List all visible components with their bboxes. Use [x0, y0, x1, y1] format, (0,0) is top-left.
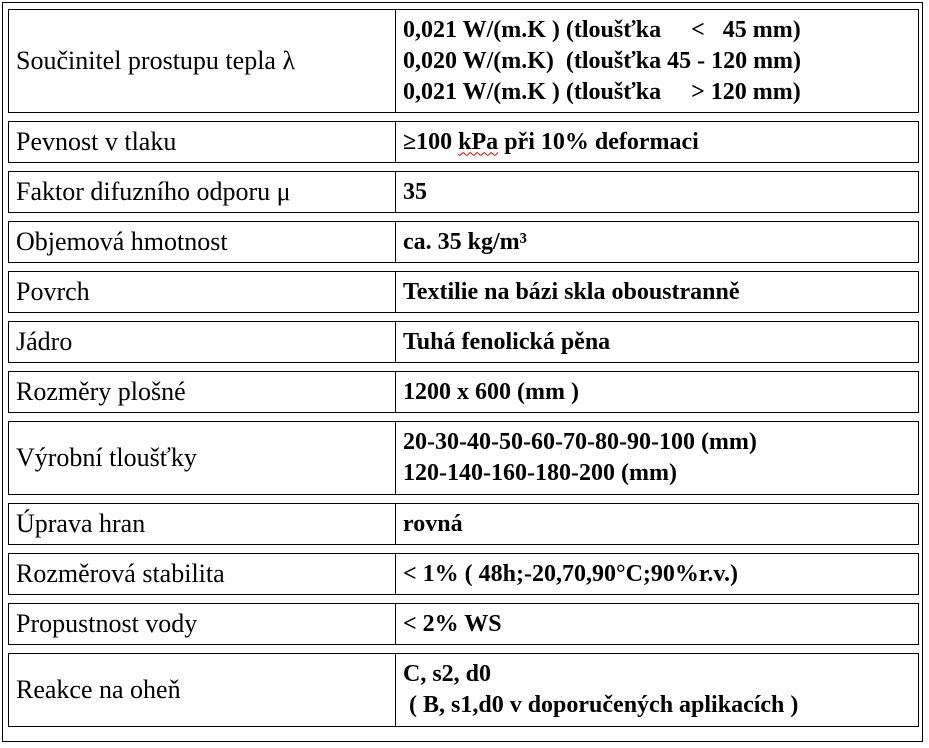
row-value [395, 121, 919, 163]
table-row [8, 271, 919, 313]
row-label: Součinitel prostupu tepla λ [8, 9, 395, 113]
row-value: Textilie na bázi skla oboustranně [395, 271, 919, 313]
value-suffix: při 10% deformaci [498, 128, 699, 155]
spellcheck-flagged-text: kPa [458, 128, 499, 155]
row-label: Jádro [8, 321, 395, 363]
row-value: ca. 35 kg/m³ [395, 221, 919, 263]
table-row [8, 653, 919, 727]
row-value [395, 9, 919, 113]
row-label: Rozměrová stabilita [8, 553, 395, 595]
row-label: Úprava hran [8, 503, 395, 545]
row-label: Pevnost v tlaku [8, 121, 395, 163]
row-value [395, 653, 919, 727]
row-value: rovná [395, 503, 919, 545]
row-label: Rozměry plošné [8, 371, 395, 413]
value-line: ( B, s1,d0 v doporučených aplikacích ) [403, 692, 799, 718]
value-line: 0,020 W/(m.K) (tloušťka 45 - 120 mm) [403, 47, 802, 74]
table-row [8, 553, 919, 595]
table-row [8, 421, 919, 495]
row-value: 1200 x 600 (mm ) [395, 371, 919, 413]
table-row [8, 503, 919, 545]
row-value: Tuhá fenolická pěna [395, 321, 919, 363]
value-line: 20-30-40-50-60-70-80-90-100 (mm) [403, 429, 757, 455]
row-value: 35 [395, 171, 919, 213]
row-label: Výrobní tloušťky [8, 421, 395, 495]
row-label: Povrch [8, 271, 395, 313]
row-label: Reakce na oheň [8, 653, 395, 727]
table-row [8, 371, 919, 413]
value-line: C, s2, d0 [403, 661, 492, 687]
table-row [8, 9, 919, 113]
table-row [8, 171, 919, 213]
row-value: < 2% WS [395, 603, 919, 645]
value-prefix: ≥100 [403, 128, 459, 155]
table-row [8, 121, 919, 163]
specification-table [8, 1, 919, 735]
table-row [8, 321, 919, 363]
table-row [8, 221, 919, 263]
row-value: < 1% ( 48h;-20,70,90°C;90%r.v.) [395, 553, 919, 595]
value-line: 0,021 W/(m.K ) (tloušťka > 120 mm) [403, 78, 801, 105]
value-line: 120-140-160-180-200 (mm) [403, 460, 677, 486]
row-label: Faktor difuzního odporu μ [8, 171, 395, 213]
table-row [8, 603, 919, 645]
row-label: Objemová hmotnost [8, 221, 395, 263]
row-label: Propustnost vody [8, 603, 395, 645]
row-value [395, 421, 919, 495]
value-line: 0,021 W/(m.K ) (tloušťka < 45 mm) [403, 16, 801, 43]
